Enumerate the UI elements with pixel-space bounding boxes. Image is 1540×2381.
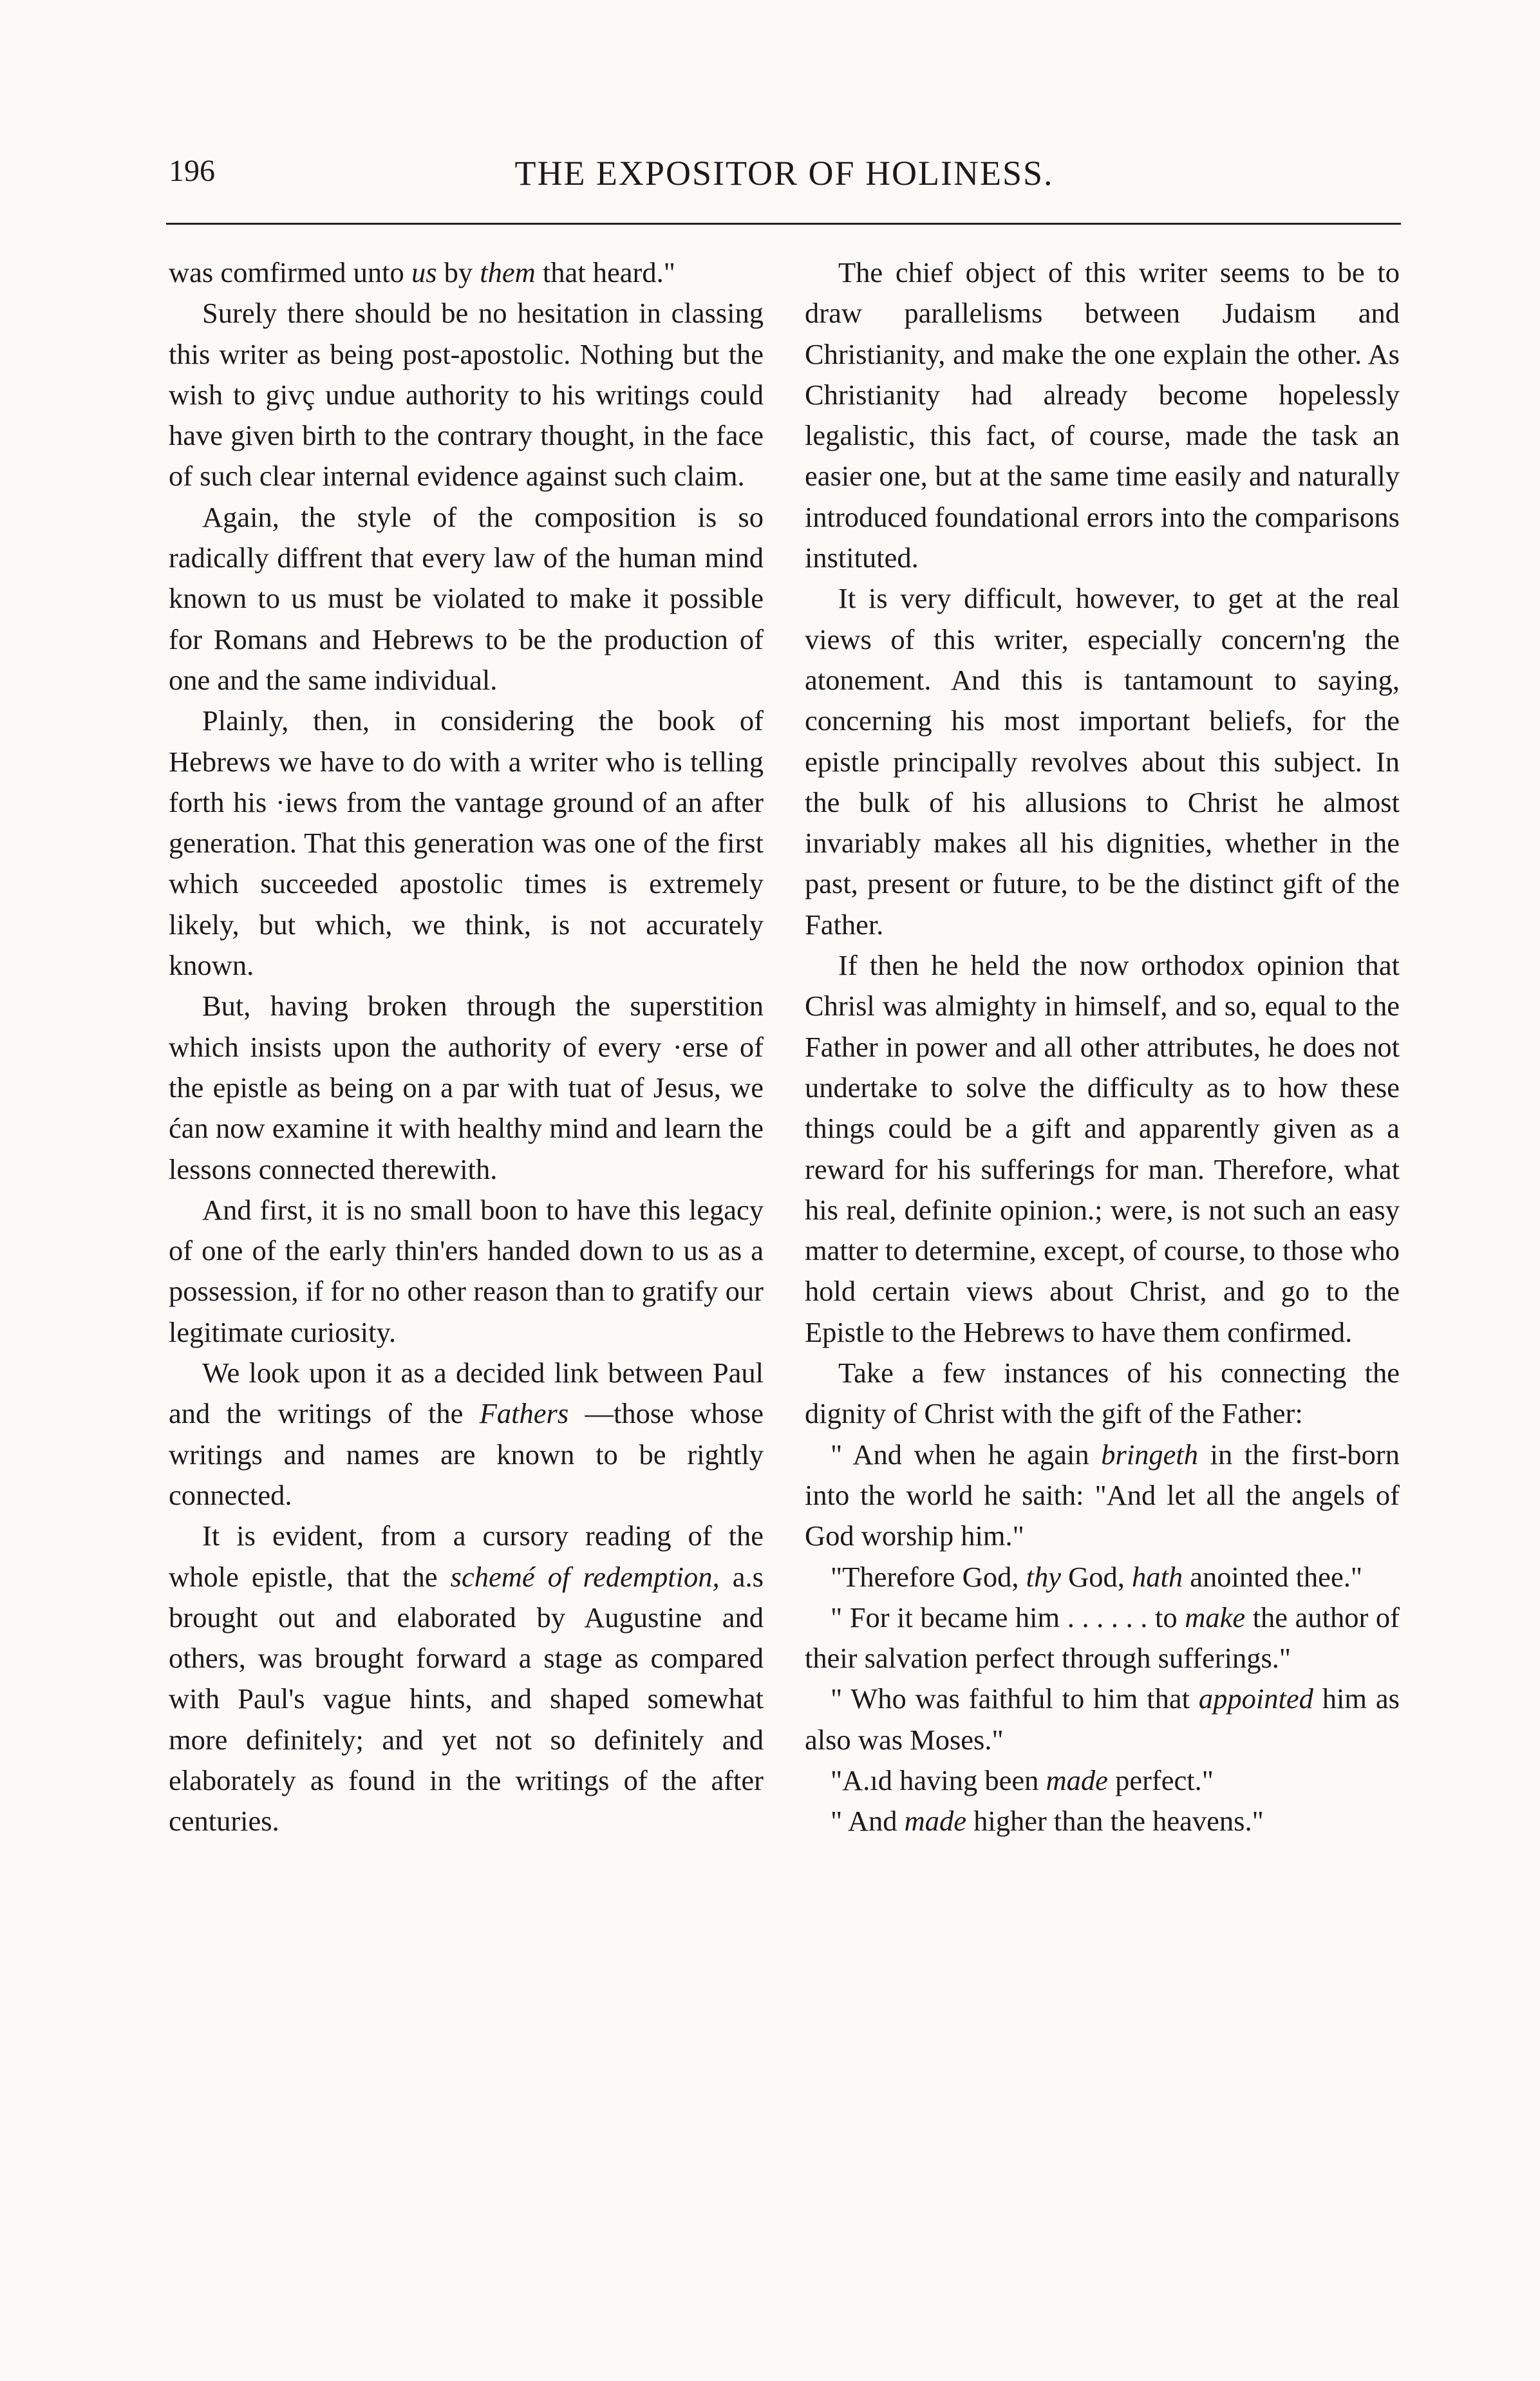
italic-text: Fathers xyxy=(479,1397,569,1430)
italic-text: hath xyxy=(1131,1560,1183,1593)
paragraph: But, having broken through the superstition which insists upon the authority of every ·erse of the epistle as being on a par with tuat of Jesus, we ćan now examine it with healthy mind and learn the lessons connected therewith. xyxy=(169,990,764,1185)
quotation: "A.ıd having been made perfect." xyxy=(831,1764,1214,1796)
italic-text: us xyxy=(411,256,437,288)
italic-text: made xyxy=(1046,1764,1108,1796)
italic-text: made xyxy=(904,1805,966,1838)
paragraph: Again, the style of the composition is so radically diffrent that every law of the human mind known to us must be violated to make it possible for Romans and Hebrews to be the production of one and the same individual. xyxy=(169,500,764,696)
paragraph: We look upon it as a decided link between Paul and the writings of the Fathers —those whose writings and names are known to be rightly connected. xyxy=(169,1357,764,1511)
italic-text: bringeth xyxy=(1101,1438,1199,1471)
italic-text: appointed xyxy=(1198,1682,1313,1715)
quotation: " For it became him . . . . . . to make the author of their salvation perfect through sufferings." xyxy=(805,1601,1400,1675)
header-rule xyxy=(166,223,1401,225)
page-number: 196 xyxy=(169,154,215,188)
right-column xyxy=(805,252,1400,1842)
italic-text: make xyxy=(1185,1601,1246,1633)
paragraph: And first, it is no small boon to have this legacy of one of the early thin'ers handed down to us as a possession, if for no other reason than to gratify our legitimate curiosity. xyxy=(169,1193,764,1348)
paragraph: It is evident, from a cursory reading of the whole epistle, that the schemé of redemption, a.s brought out and elaborated by Augustine and others, was brought forward a stage as compared with Paul's vague hints, and shaped somewhat more definitely; and yet not so definitely and elaborately as found in the writings of the after centuries. xyxy=(169,1520,764,1838)
paragraph: Plainly, then, in considering the book of Hebrews we have to do with a writer who is telling forth his ·iews from the vantage ground of an after generation. That this generation was one of the first which succeeded apostolic times is extremely likely, but which, we think, is not accurately known. xyxy=(169,704,764,982)
quotation: "Therefore God, thy God, hath anointed thee." xyxy=(831,1560,1362,1593)
paragraph: If then he held the now orthodox opinion that Chrisl was almighty in himself, and so, equal to the Father in power and all other attributes, he does not undertake to solve the difficulty as to how these things could be a gift and apparently given as a reward for his sufferings for man. Therefore, what his real, definite opinion.; were, is not such an easy matter to determine, except, of course, to those who hold certain views about Christ, and go to the Epistle to the Hebrews to have them confirmed. xyxy=(805,949,1400,1348)
quotation: " And when he again bringeth in the first-born into the world he saith: "And let all the angels of God worship him." xyxy=(805,1438,1400,1552)
paragraph: It is very difficult, however, to get at the real views of this writer, especially concern'ng the atonement. And this is tantamount to saying, concerning his most important beliefs, for the epistle principally revolves about this subject. In the bulk of his allusions to Christ he almost invariably makes all his dignities, whether in the past, present or future, to be the distinct gift of the Father. xyxy=(805,582,1400,941)
italic-text: them xyxy=(480,256,536,288)
italic-text: schemé of redemption, xyxy=(450,1560,720,1593)
left-column xyxy=(169,252,764,1842)
paragraph: Take a few instances of his connecting the dignity of Christ with the gift of the Father: xyxy=(805,1357,1400,1430)
italic-text: thy xyxy=(1026,1560,1061,1593)
quotation: " And made higher than the heavens." xyxy=(831,1805,1264,1838)
paragraph: Surely there should be no hesitation in classing this writer as being post-apostolic. Nothing but the wish to givç undue authority to his writings could have given birth to the contrary thought, in the face of such clear internal evidence against such claim. xyxy=(169,297,764,493)
quotation: " Who was faithful to him that appointed him as also was Moses." xyxy=(805,1682,1400,1756)
page-header xyxy=(169,153,1400,198)
running-title: THE EXPOSITOR OF HOLINESS. xyxy=(514,154,1054,193)
paragraph: was comfirmed unto us by them that heard." xyxy=(169,256,675,288)
paragraph: The chief object of this writer seems to be to draw parallelisms between Judaism and Christianity, and make the one explain the other. As Christianity had already become hopelessly legalistic, this fact, of course, made the task an easier one, but at the same time easily and naturally introduced foundational errors into the comparisons instituted. xyxy=(805,256,1400,574)
